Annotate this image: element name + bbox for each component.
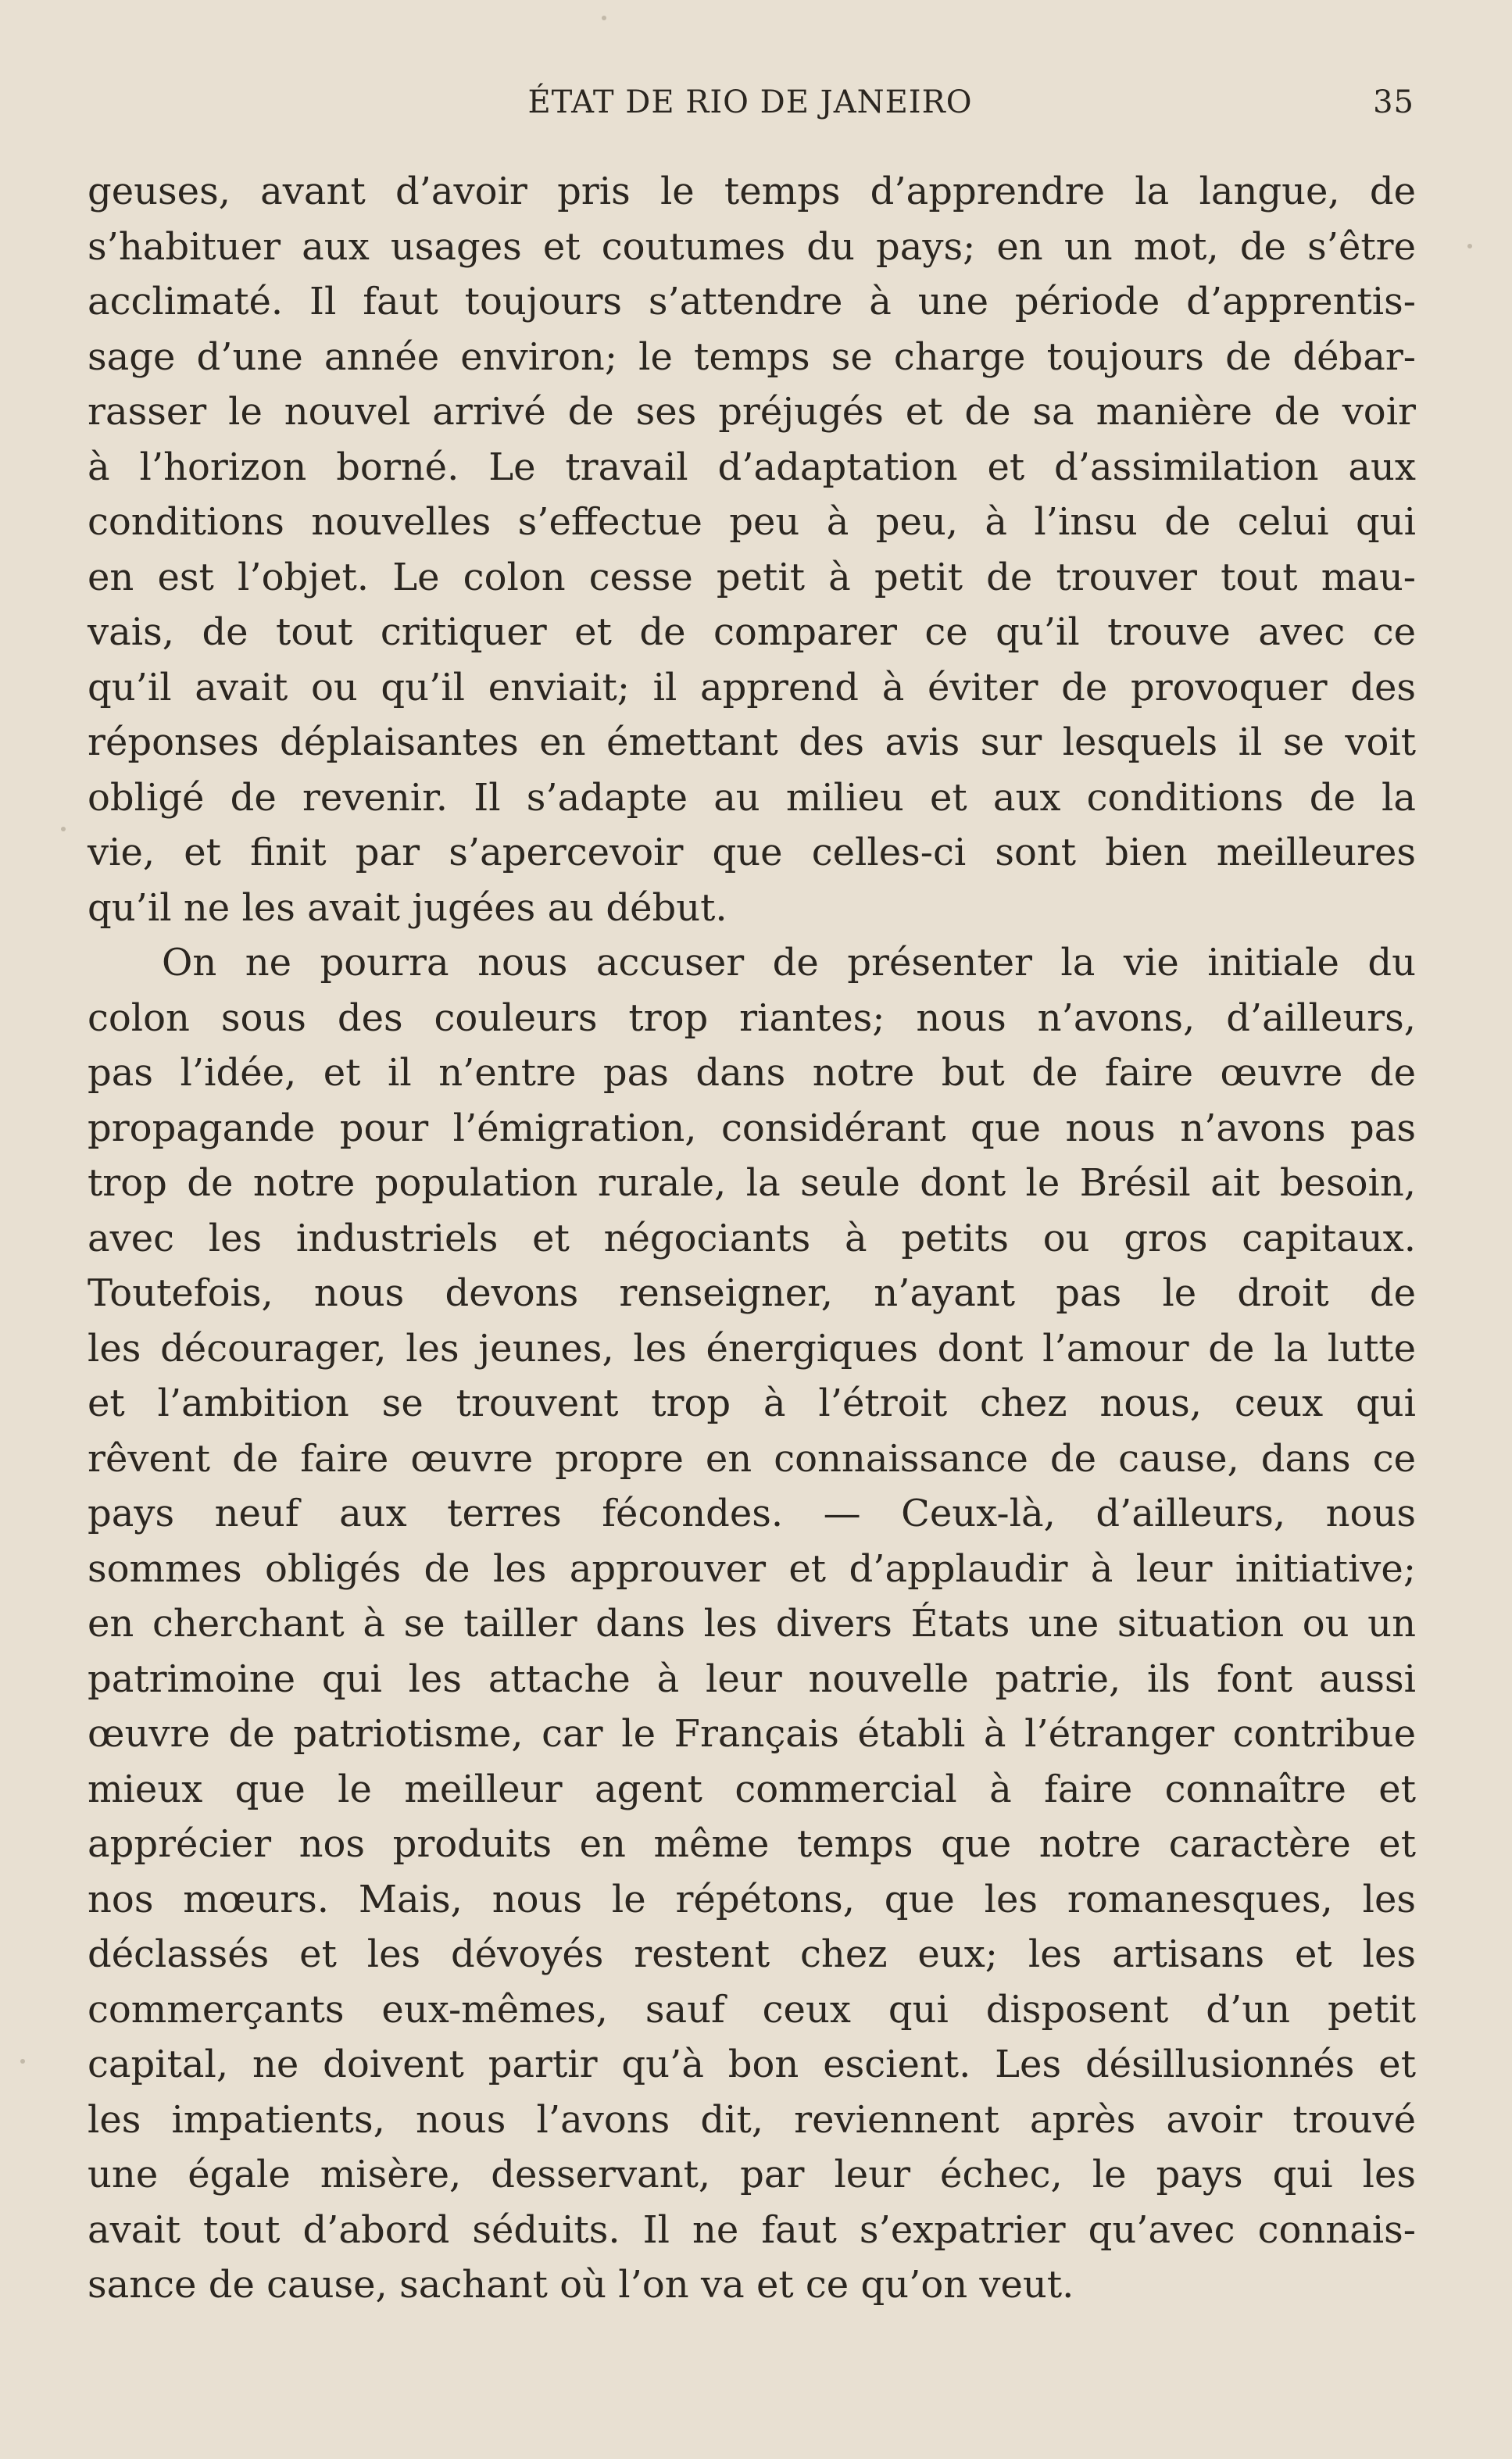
text-line: capital, ne doivent partir qu’à bon escient. Les désillusionnés et [88, 2043, 1416, 2086]
page-header [86, 84, 1414, 131]
paper-speck [61, 827, 66, 831]
text-line: rasser le nouvel arrivé de ses préjugés et de sa manière de voir [88, 390, 1416, 434]
text-line: les impatients, nous l’avons dit, reviennent après avoir trouvé [88, 2097, 1416, 2142]
text-line: acclimaté. Il faut toujours s’attendre à une période d’apprentis- [88, 280, 1416, 323]
body-text [88, 164, 1416, 2313]
text-line: sommes obligés de les approuver et d’applaudir à leur initiative; [88, 1546, 1416, 1591]
text-line: avec les industriels et négociants à petits ou gros capitaux. [88, 1216, 1416, 1260]
text-line: vie, et finit par s’apercevoir que celles-ci sont bien meilleures [88, 831, 1416, 874]
paper-speck [602, 16, 606, 20]
text-line: mieux que le meilleur agent commercial à faire connaître et [88, 1767, 1416, 1811]
text-line: nos mœurs. Mais, nous le répétons, que les romanesques, les [88, 1877, 1416, 1921]
text-line: en cherchant à se tailler dans les divers États une situation ou un [88, 1602, 1416, 1646]
text-line: sage d’une année environ; le temps se charge toujours de débar- [88, 334, 1416, 379]
text-line: s’habituer aux usages et coutumes du pays; en un mot, de s’être [88, 224, 1416, 269]
text-line: pays neuf aux terres fécondes. — Ceux-là, d’ailleurs, nous [88, 1492, 1416, 1535]
text-line: commerçants eux-mêmes, sauf ceux qui disposent d’un petit [88, 1987, 1416, 2032]
text-line: qu’il ne les avait jugées au début. [88, 885, 727, 930]
text-line: qu’il avait ou qu’il enviait; il apprend à éviter de provoquer des [88, 665, 1416, 709]
text-line: les décourager, les jeunes, les énergiques dont l’amour de la lutte [88, 1326, 1416, 1371]
text-line: vais, de tout critiquer et de comparer ce qu’il trouve avec ce [88, 610, 1416, 654]
text-line: pas l’idée, et il n’entre pas dans notre but de faire œuvre de [88, 1051, 1416, 1095]
text-line: sance de cause, sachant où l’on va et ce qu’on veut. [88, 2263, 1074, 2307]
text-line: patrimoine qui les attache à leur nouvelle patrie, ils font aussi [88, 1657, 1416, 1701]
text-line: propagande pour l’émigration, considérant que nous n’avons pas [88, 1106, 1416, 1150]
text-line: œuvre de patriotisme, car le Français établi à l’étranger contribue [88, 1712, 1416, 1756]
text-line: obligé de revenir. Il s’adapte au milieu et aux conditions de la [88, 775, 1416, 820]
text-line: réponses déplaisantes en émettant des avis sur lesquels il se voit [88, 720, 1416, 764]
paper-speck [20, 2059, 25, 2064]
text-line: conditions nouvelles s’effectue peu à peu, à l’insu de celui qui [88, 500, 1416, 544]
text-line: Toutefois, nous devons renseigner, n’ayant pas le droit de [88, 1271, 1416, 1315]
text-line: avait tout d’abord séduits. Il ne faut s’expatrier qu’avec connais- [88, 2207, 1416, 2252]
text-line: geuses, avant d’avoir pris le temps d’apprendre la langue, de [88, 170, 1416, 213]
paragraph-start-line: On ne pourra nous accuser de présenter la vie initiale du [162, 941, 1416, 985]
text-line: une égale misère, desservant, par leur échec, le pays qui les [88, 2153, 1416, 2196]
text-line: trop de notre population rurale, la seule dont le Brésil ait besoin, [88, 1161, 1416, 1205]
paper-speck [1467, 244, 1472, 248]
text-line: et l’ambition se trouvent trop à l’étroit chez nous, ceux qui [88, 1381, 1416, 1425]
text-line: déclassés et les dévoyés restent chez eux; les artisans et les [88, 1932, 1416, 1976]
text-line: en est l’objet. Le colon cesse petit à petit de trouver tout mau- [88, 555, 1416, 599]
text-line: colon sous des couleurs trop riantes; nous n’avons, d’ailleurs, [88, 995, 1416, 1040]
text-line: rêvent de faire œuvre propre en connaissance de cause, dans ce [88, 1436, 1416, 1481]
text-line: à l’horizon borné. Le travail d’adaptation et d’assimilation aux [88, 445, 1416, 489]
page-number: 35 [1373, 84, 1414, 120]
running-title: ÉTAT DE RIO DE JANEIRO [527, 84, 973, 120]
text-line: apprécier nos produits en même temps que notre caractère et [88, 1822, 1416, 1866]
